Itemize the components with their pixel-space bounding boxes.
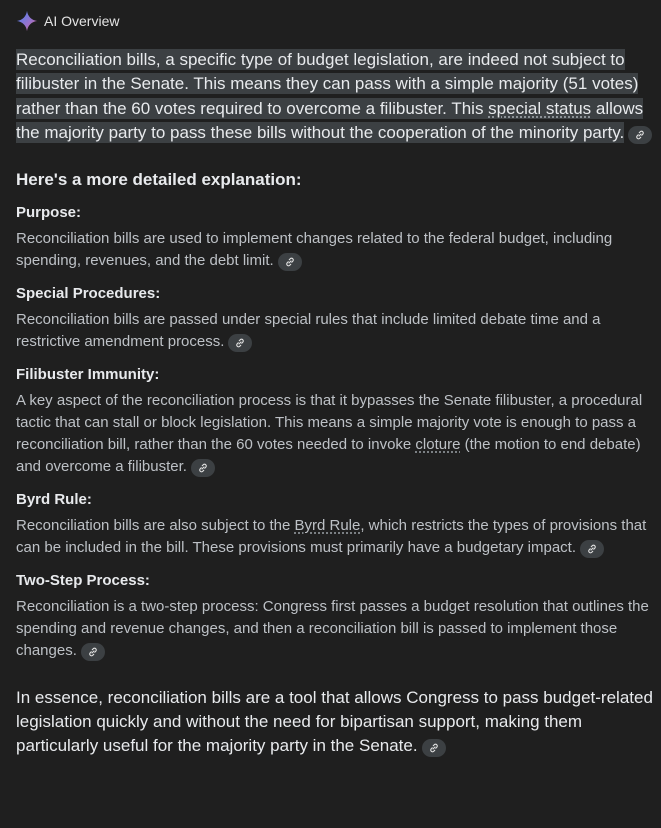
link-icon [284, 256, 296, 268]
section-body-text: A key aspect of the reconciliation process is that it bypasses the Senate filibuster, a procedural tactic that can stall or block legislation. This means a simple majority vote is enough to pass a reconciliation bill, rather than the 60 votes needed to invoke [16, 391, 643, 453]
detailed-explanation-heading: Here's a more detailed explanation: [16, 169, 302, 189]
cloture-link[interactable]: cloture [415, 435, 461, 453]
source-link-chip[interactable] [191, 459, 215, 477]
section-body [16, 515, 656, 559]
ai-overview-title: AI Overview [44, 13, 120, 29]
conclusion-text: In essence, reconciliation bills are a tool that allows Congress to pass budget-related legislation quickly and without the need for bipartisan support, making them particularly useful for the majority party in the Senate. [16, 687, 653, 756]
ai-overview-header [16, 9, 119, 33]
section-body [16, 596, 656, 662]
link-icon [634, 129, 646, 141]
special-status-link[interactable]: special status [488, 98, 592, 118]
section-title: Filibuster Immunity: [16, 365, 160, 383]
link-icon [586, 543, 598, 555]
source-link-chip[interactable] [422, 739, 446, 757]
link-icon [197, 462, 209, 474]
intro-highlight [16, 49, 643, 143]
section-body-text: Reconciliation bills are passed under special rules that include limited debate time and a restrictive amendment process. [16, 310, 601, 350]
section-body-text: (the motion to end debate) and overcome a filibuster. [16, 435, 641, 475]
link-icon [87, 646, 99, 658]
source-link-chip[interactable] [81, 643, 105, 661]
section-title: Special Procedures: [16, 284, 161, 302]
section-body-text: Reconciliation bills are used to implement changes related to the federal budget, including spending, revenues, and the debt limit. [16, 229, 613, 269]
intro-paragraph [16, 48, 656, 146]
section-body-text: Reconciliation bills are also subject to the [16, 516, 295, 534]
section-purpose [16, 202, 656, 272]
section-two-step-process [16, 570, 656, 662]
link-icon [428, 742, 440, 754]
intro-text-part1: Reconciliation bills, a specific type of budget legislation, are indeed not subject to filibuster in the Senate. This means they can pass with a simple majority (51 votes) rather than the 60 votes required to overcome a filibuster. This [16, 50, 639, 118]
source-link-chip[interactable] [580, 540, 604, 558]
ai-overview-content [16, 48, 656, 759]
source-link-chip[interactable] [278, 253, 302, 271]
section-byrd-rule [16, 489, 656, 559]
link-icon [234, 337, 246, 349]
source-link-chip[interactable] [228, 334, 252, 352]
section-body [16, 309, 656, 353]
intro-text-part2: allows the majority party to pass these bills without the cooperation of the minority party. [16, 98, 644, 143]
section-body [16, 228, 656, 272]
section-special-procedures [16, 283, 656, 353]
section-title: Two-Step Process: [16, 571, 150, 589]
section-body-text: , which restricts the types of provisions that can be included in the bill. These provisions must primarily have a budgetary impact. [16, 516, 647, 556]
section-title: Purpose: [16, 203, 82, 221]
section-title: Byrd Rule: [16, 490, 92, 508]
source-link-chip[interactable] [628, 126, 652, 144]
section-filibuster-immunity [16, 364, 656, 478]
section-body-text: Reconciliation is a two-step process: Congress first passes a budget resolution that outlines the spending and revenue changes, and then a reconciliation bill is passed to implement those changes. [16, 597, 649, 659]
conclusion-paragraph [16, 686, 656, 759]
byrd-rule-link[interactable]: Byrd Rule [294, 516, 361, 534]
section-body [16, 390, 656, 478]
sparkle-icon [16, 10, 38, 32]
